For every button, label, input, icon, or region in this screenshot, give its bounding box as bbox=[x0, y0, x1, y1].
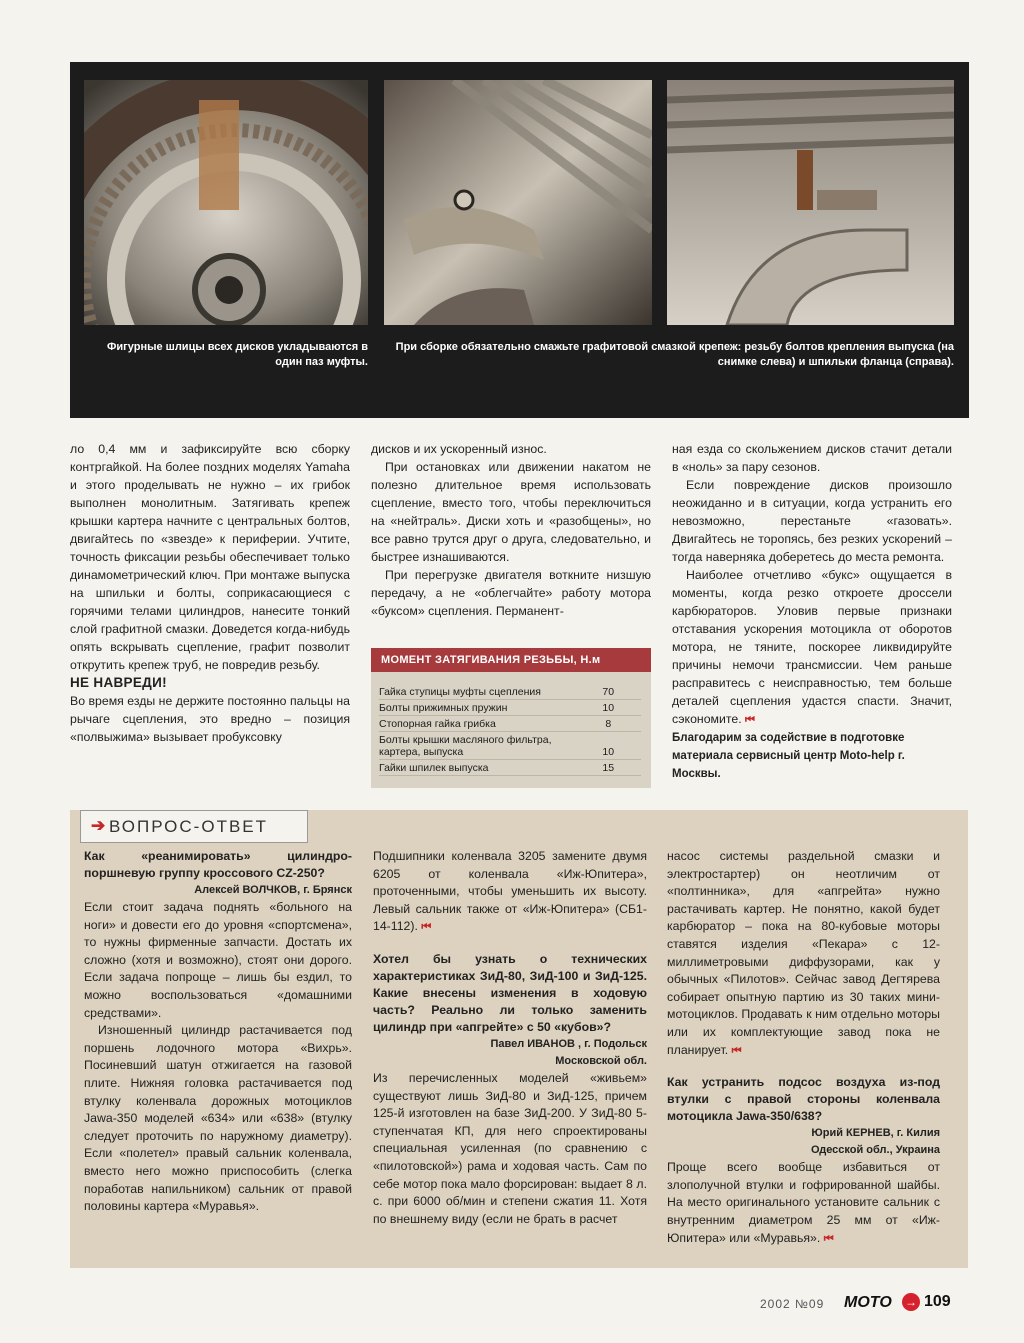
answer-paragraph: Если стоит задача поднять «больного на ноги» и довести его до уровня «спортсмена», то нужны фирменные запчасти. Достать их сложно (хотя и возможно), стоят они дорого. Если задача попроще – лишь бы ездил, то можно воспользоваться «домашними средствами». bbox=[84, 900, 352, 1020]
paragraph-text: Наиболее отчетливо «букс» ощущается в моменты, когда резко откроете дроссели карбюраторов. Уловив первые признаки отставания ускорения мотоцикла от оборотов мотора, не тяните, поскорее ликвидируйте причины немочи трансмиссии. Чем раньше расправитесь с неисправностью, тем больше деталей сцепления удастся спасти. Значит, сэкономите. bbox=[672, 568, 952, 726]
answer-paragraph: Из перечисленных моделей «живьем» существуют лишь ЗиД-80 и ЗиД-125, причем 125-й изготовлен на базе ЗиД-200. У ЗиД-80 5-ступенчатая КП, для него спроектированы специальная усиленная (по сравнению с «пилотовской») рама и ходовая часть. Сам по себе мотор пока мало форсирован: выдает 8 л. с. при 6000 об/мин и степени сжатия 11. Хотя по внешнему виду (если не брать в расчет bbox=[373, 1070, 647, 1226]
acknowledgement: Благодарим за содействие в подготовке материала сервисный центр Moto-help г. Москвы. bbox=[672, 732, 905, 780]
table-cell-value: 10 bbox=[576, 700, 642, 716]
question: Хотел бы узнать о технических характеристиках ЗиД-80, ЗиД-100 и ЗиД-125. Какие внесены изменения в ходовую часть? Реально ли только заменить цилиндр при «апгрейте» с 50 «кубов»? bbox=[373, 951, 647, 1034]
photo-strip bbox=[70, 62, 969, 418]
torque-table-title: МОМЕНТ ЗАТЯГИВАНИЯ РЕЗЬБЫ, Н.м bbox=[371, 648, 651, 672]
paragraph: ная езда со скольжением дисков стачит детали в «ноль» за пару сезонов. bbox=[672, 442, 952, 474]
table-cell-name: Болты прижимных пружин bbox=[379, 700, 576, 716]
end-mark-icon: ⏮ bbox=[823, 1232, 834, 1245]
page-number: 109 bbox=[924, 1293, 951, 1310]
qa-label-text: ВОПРОС-ОТВЕТ bbox=[109, 817, 269, 836]
paragraph: При остановках или движении накатом не полезно длительное время использовать сцепление, вместо того, чтобы переключиться на «нейтраль». Диски хоть и «разобщены», но все равно трутся друг о друга, следовательно, и быстрее изнашиваются. bbox=[371, 460, 651, 564]
caption-right: При сборке обязательно смажьте графитовой смазкой крепеж: резьбу болтов крепления выпуска (на снимке слева) и шпильки фланца (справа). bbox=[395, 341, 954, 368]
magazine-logo: МОТО bbox=[844, 1294, 892, 1311]
qa-label bbox=[80, 810, 308, 843]
arrow-right-icon: ➔ bbox=[91, 816, 106, 835]
answer-text: Проще всего вообще избавиться от злополучной втулки и гофрированной шайбы. На место оригинального установите сальник с внутренним диаметром 25 мм от «Иж-Юпитера» или «Муравья». bbox=[667, 1160, 940, 1245]
table-row bbox=[379, 732, 641, 760]
question: Как «реанимировать» цилиндро-поршневую группу кроссового CZ-250? bbox=[84, 849, 352, 880]
table-cell-value: 10 bbox=[576, 732, 642, 760]
answer-paragraph bbox=[667, 848, 940, 1060]
table-row bbox=[379, 684, 641, 700]
paragraph bbox=[672, 566, 952, 729]
answer-paragraph: Изношенный цилиндр растачивается под поршень лодочного мотора «Вихрь». Посиневший шатун отжигается на газовой плите. Нижняя головка растачивается под втулку коленвала дорожных мотоциклов Jawa-350 моделей «634» или «638» (втулку следует проточить по наружному диаметру). Если «полетел» правый сальник коленвала, вместо него можно приспособить (слегка поработав напильником) сальник от правой половины картера «Муравья». bbox=[84, 1023, 352, 1214]
end-mark-icon: ⏮ bbox=[745, 714, 755, 726]
paragraph: ло 0,4 мм и зафиксируйте всю сборку контргайкой. На более поздних моделях Yamaha и этого проделывать не нужно – их грибок выполнен монолитным. Затягивать крепеж крышки картера начните с центральных болтов, двигайтесь по «звезде» к периферии. Учтите, точность фиксации резьбы обеспечивает только динамометрический ключ. При монтаже выпуска на шпильки и болты, соприкасающиеся с горячими телами цилиндров, нанесите тонкий слой графитной смазки. Доведется когда-нибудь опять вскрывать сцепление, графит позволит открутить крепеж труб, не повредив резьбу. bbox=[70, 442, 350, 672]
photo-clutch-discs bbox=[84, 80, 368, 325]
issue-number: 2002 №09 bbox=[760, 1297, 825, 1311]
torque-table-body bbox=[379, 684, 641, 776]
question-region: Московской обл. bbox=[555, 1054, 647, 1067]
photo-exhaust-bolts bbox=[384, 80, 652, 325]
arrow-circle-icon: → bbox=[902, 1293, 920, 1311]
table-row bbox=[379, 716, 641, 732]
article-column-1 bbox=[70, 440, 350, 746]
question-region: Одесской обл., Украина bbox=[810, 1144, 940, 1157]
paragraph: Если повреждение дисков произошло неожиданно и в ситуации, когда устранить его невозможно, перестаньте «газовать». Двигайтесь не торопясь, без резких ускорений – тогда наверняка доберетесь до места ремонта. bbox=[672, 478, 952, 564]
paragraph: Во время езды не держите постоянно пальцы на рычаге сцепления, это вредно – позиция «полвыжима» вызывает пробуксовку bbox=[70, 694, 350, 744]
article-column-2 bbox=[371, 440, 651, 620]
subheading: НЕ НАВРЕДИ! bbox=[70, 675, 167, 690]
table-cell-value: 8 bbox=[576, 716, 642, 732]
table-cell-name: Гайки шпилек выпуска bbox=[379, 760, 576, 776]
caption-left: Фигурные шлицы всех дисков укладываются в один паз муфты. bbox=[107, 341, 368, 368]
question-author: Юрий КЕРНЕВ, г. Килия bbox=[811, 1127, 940, 1140]
paragraph: дисков и их ускоренный износ. bbox=[371, 442, 547, 456]
answer-text: насос системы раздельной смазки и электростартер) он неотличим от «полтинника», для «апгрейта» нужно растачивать картер. Не понятно, какой будет карбюратор – пока на 80-кубовые моторы ставятся изделия «Пекара» с 12-миллиметровыми диффузорами, как у обычных «Пилотов». Сейчас завод Дегтярева собирает опытную партию из 30 таких мини-мотоциклов. Продавать к ним отдельно моторы или их комплектующие завод пока не планирует. bbox=[667, 849, 940, 1057]
qa-column-3 bbox=[667, 848, 940, 1248]
torque-table bbox=[371, 648, 651, 788]
article-column-3 bbox=[672, 440, 952, 783]
table-row bbox=[379, 700, 641, 716]
page-footer bbox=[760, 1293, 960, 1317]
table-cell-name: Гайка ступицы муфты сцепления bbox=[379, 684, 576, 700]
end-mark-icon: ⏮ bbox=[731, 1044, 742, 1057]
photo-flange-studs bbox=[667, 80, 954, 325]
table-cell-value: 70 bbox=[576, 684, 642, 700]
answer-paragraph bbox=[667, 1159, 940, 1248]
table-cell-name: Стопорная гайка грибка bbox=[379, 716, 576, 732]
table-row bbox=[379, 760, 641, 776]
qa-column-2 bbox=[373, 848, 647, 1228]
paragraph: При перегрузке двигателя воткните низшую передачу, а не «облегчайте» работу мотора «буксом» сцепления. Перманент- bbox=[371, 568, 651, 618]
answer-paragraph bbox=[373, 848, 647, 937]
table-cell-value: 15 bbox=[576, 760, 642, 776]
question: Как устранить подсос воздуха из-под втулки с правой стороны коленвала мотоцикла Jawa-350/638? bbox=[667, 1075, 940, 1124]
qa-column-1 bbox=[84, 848, 352, 1216]
end-mark-icon: ⏮ bbox=[421, 921, 432, 934]
question-author: Алексей ВОЛЧКОВ, г. Брянск bbox=[194, 884, 352, 896]
question-author: Павел ИВАНОВ , г. Подольск bbox=[490, 1037, 647, 1050]
answer-text: Подшипники коленвала 3205 замените двумя 6205 от коленвала «Иж-Юпитера», проточенными, чтобы уменьшить их высоту. Левый сальник также от «Иж-Юпитера» (СБ1-14-112). bbox=[373, 849, 647, 934]
table-cell-name: Болты крышки масляного фильтра, картера, выпуска bbox=[379, 732, 576, 760]
